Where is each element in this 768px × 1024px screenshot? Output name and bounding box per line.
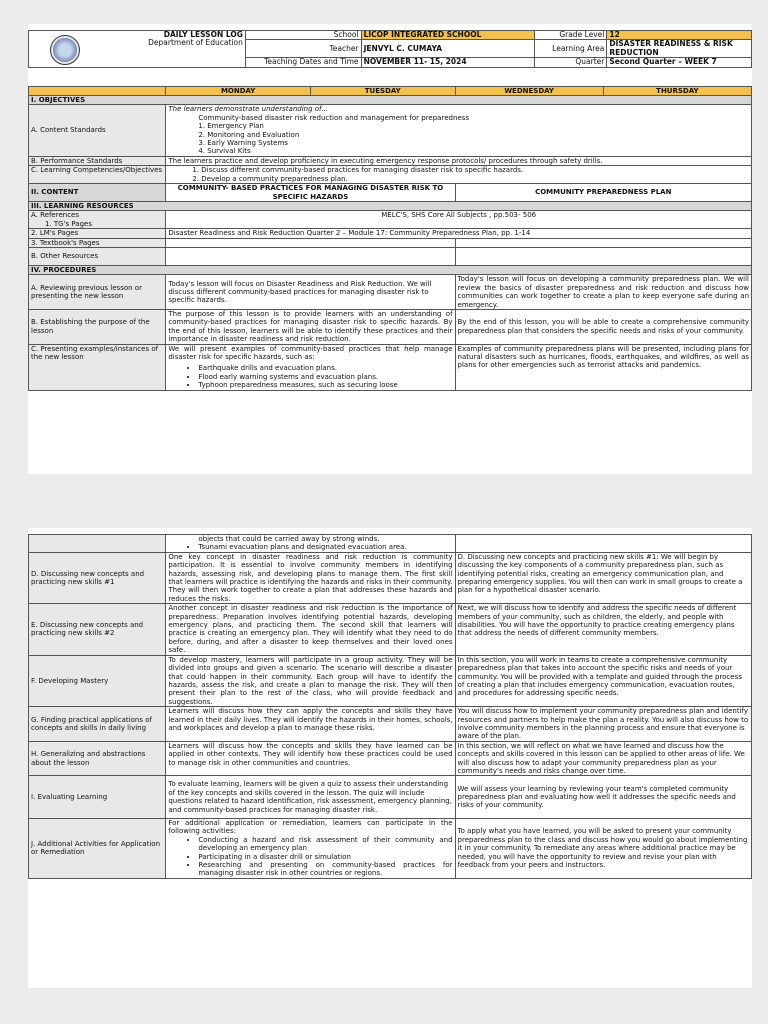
quarter-label: Quarter bbox=[535, 58, 607, 67]
proc-h-right: In this section, we will reflect on what we have learned and discuss how the concepts and skills covered in this lesson can be applied to other areas of life. We will also discuss how to adapt your community preparedness plan as your community's needs and risks change over time. bbox=[455, 741, 751, 776]
proc-g-label: G. Finding practical applications of concepts and skills in daily living bbox=[29, 707, 166, 742]
proc-h-left: Learners will discuss how the concepts and skills they have learned can be applied in other contexts. They will identify how these practices could be used to manage risk in other communities and countries. bbox=[166, 741, 455, 776]
proc-j-label: J. Additional Activities for Application or Remediation bbox=[29, 819, 166, 879]
school-label: School bbox=[245, 31, 361, 40]
proc-e-label: E. Discussing new concepts and practicing new skills #2 bbox=[29, 604, 166, 655]
content-right: COMMUNITY PREPAREDNESS PLAN bbox=[455, 184, 751, 202]
quarter-value: Second Quarter – WEEK 7 bbox=[607, 58, 752, 67]
lesson-table-1 bbox=[28, 86, 752, 391]
proc-d-label: D. Discussing new concepts and practicing new skills #1 bbox=[29, 552, 166, 603]
grade-value: 12 bbox=[607, 31, 752, 40]
proc-i-right: We will assess your learning by reviewing your team's completed community preparedness plan and evaluating how well it addresses the specific needs and risks of your community. bbox=[455, 776, 751, 819]
objectives-title: I. OBJECTIVES bbox=[29, 96, 752, 105]
proc-h-label: H. Generalizing and abstractions about the lesson bbox=[29, 741, 166, 776]
page-1 bbox=[28, 24, 752, 474]
deped-seal-icon bbox=[50, 35, 80, 65]
tg-pages: MELC'S, SHS Core All Subjects , pp.503- 506 bbox=[166, 211, 752, 229]
content-standards-label: A. Content Standards bbox=[29, 105, 166, 156]
dates-label: Teaching Dates and Time bbox=[245, 58, 361, 67]
other-resources-label: B. Other Resources bbox=[29, 247, 166, 265]
content-left: COMMUNITY- BASED PRACTICES FOR MANAGING DISASTER RISK TO SPECIFIC HAZARDS bbox=[166, 184, 455, 202]
proc-c-left: We will present examples of community-based practices that help manage disaster risk for specific hazards, such as: • Earthquake drills and evacuation plans. • Flood early warning systems and evacuation plans. • Typhoon preparedness measures, such as securing loose bbox=[166, 344, 455, 390]
proc-j-left: For additional application or remediation, learners can participate in the following activities: • Conducting a hazard and risk assessment of their community and developing an emergency plan • Participating in a disaster drill or simulation • Researching and presenting on community-based practices for managing disaster risk in other countries or regions. bbox=[166, 819, 455, 879]
proc-g-right: You will discuss how to implement your community preparedness plan and identify resources and partners to help make the plan a reality. You will also discuss how to involve community members in the planning process and ensure that everyone is aware of the plan. bbox=[455, 707, 751, 742]
proc-e-right: Next, we will discuss how to identify and address the specific needs of different members of your community, such as children, the elderly, and people with disabilities. You will have the opportunity to practice creating emergency plans that address the needs of different community members. bbox=[455, 604, 751, 655]
performance-standards: The learners practice and develop proficiency in executing emergency response protocols/ procedures through safety drills. bbox=[166, 156, 752, 165]
proc-a-left: Today's lesson will focus on Disaster Readiness and Risk Reduction. We will discuss different community-based practices for managing disaster risk to specific hazards. bbox=[166, 275, 455, 310]
proc-i-label: I. Evaluating Learning bbox=[29, 776, 166, 819]
area-value: DISASTER READINESS & RISK REDUCTION bbox=[607, 40, 752, 58]
resources-title: III. LEARNING RESOURCES bbox=[29, 201, 752, 210]
school-value: LICOP INTEGRATED SCHOOL bbox=[361, 31, 535, 40]
proc-f-left: To develop mastery, learners will participate in a group activity. They will be divided into groups and given a scenario. The scenario will describe a disaster that could happen in their community. Each group will have to identify the hazards, assess the risk, and create a plan to manage the risk. They will then present their plan to the rest of the class, who will provide feedback and suggestions. bbox=[166, 655, 455, 706]
references-label: A. References bbox=[31, 211, 80, 220]
proc-d-right: D. Discussing new concepts and practicing new skills #1: We will begin by discussing the key components of a community preparedness plan, such as identifying potential risks, creating an emergency communication plan, and preparing emergency supplies. You will then can work in small groups to create a plan for a hypothetical disaster scenario. bbox=[455, 552, 751, 603]
proc-c-right: Examples of community preparedness plans will be presented, including plans for natural disasters such as hurricanes, floods, earthquakes, and wildfires, as well as plans for other emergencies such as terrorist attacks and pandemics. bbox=[455, 344, 751, 390]
teacher-value: JENVYL C. CUMAYA bbox=[361, 40, 535, 58]
lesson-table-2 bbox=[28, 534, 752, 879]
teacher-label: Teacher bbox=[245, 40, 361, 58]
day-tuesday: TUESDAY bbox=[310, 86, 455, 95]
proc-g-left: Learners will discuss how they can apply the concepts and skills they have learned in their daily lives. They will identify the hazards in their homes, schools, and workplaces and develop a plan to manage these risks. bbox=[166, 707, 455, 742]
proc-a-label: A. Reviewing previous lesson or presenting the new lesson bbox=[29, 275, 166, 310]
proc-b-right: By the end of this lesson, you will be able to create a comprehensive community preparedness plan that considers the specific needs and risks of your community. bbox=[455, 309, 751, 344]
tg-label: 1. TG's Pages bbox=[45, 219, 92, 228]
proc-a-right: Today's lesson will focus on developing a community preparedness plan. We will review the basics of disaster preparedness and risk reduction and discuss how communities can work together to create a plan to keep everyone safe during an emergency. bbox=[455, 275, 751, 310]
proc-c-continued: objects that could be carried away by strong winds. • Tsunami evacuation plans and designated evacuation area. bbox=[166, 535, 455, 553]
deped-seal bbox=[29, 31, 101, 68]
proc-i-left: To evaluate learning, learners will be given a quiz to assess their understanding of the key concepts and skills covered in the lesson. The quiz will include questions related to hazard identification, risk assessment, emergency planning, and community-based practices for managing disaster risk. bbox=[166, 776, 455, 819]
lm-label: 2. LM's Pages bbox=[29, 229, 166, 238]
competencies-label: C. Learning Competencies/Objectives bbox=[29, 166, 166, 184]
area-label: Learning Area bbox=[535, 40, 607, 58]
lm-pages: Disaster Readiness and Risk Reduction Quarter 2 – Module 17: Community Preparedness Plan, pp. 1-14 bbox=[166, 229, 752, 238]
proc-b-left: The purpose of this lesson is to provide learners with an understanding of community-based practices for managing disaster risk to specific hazards. By the end of this lesson, learners will be able to identify these practices and their importance in disaster readiness and risk reduction. bbox=[166, 309, 455, 344]
performance-standards-label: B. Performance Standards bbox=[29, 156, 166, 165]
dates-value: NOVEMBER 11- 15, 2024 bbox=[361, 58, 535, 67]
competencies: 1. Discuss different community-based practices for managing disaster risk to specific hazards. 2. Develop a community preparedness plan. bbox=[166, 166, 752, 184]
content-title: II. CONTENT bbox=[29, 184, 166, 202]
content-standards: The learners demonstrate understanding of... Community-based disaster risk reduction and management for preparedness 1. Emergency Plan 2. Monitoring and Evaluation 3. Early Warning Systems 4. Survival Kits bbox=[166, 105, 752, 156]
grade-label: Grade Level bbox=[535, 31, 607, 40]
proc-f-right: In this section, you will work in teams to create a comprehensive community preparedness plan that takes into account the specific risks and needs of your community. You will be provided with a template and guided through the process of creating a plan that includes emergency communication, evacuation routes, and procedures for addressing specific needs. bbox=[455, 655, 751, 706]
proc-b-label: B. Establishing the purpose of the lesson bbox=[29, 309, 166, 344]
page-2 bbox=[28, 528, 752, 988]
proc-f-label: F. Developing Mastery bbox=[29, 655, 166, 706]
procedures-title: IV. PROCEDURES bbox=[29, 265, 752, 274]
day-thursday: THURSDAY bbox=[603, 86, 751, 95]
proc-c-label: C. Presenting examples/instances of the new lesson bbox=[29, 344, 166, 390]
doc-title: DAILY LESSON LOG bbox=[163, 30, 243, 39]
proc-j-right: To apply what you have learned, you will be asked to present your community preparedness plan to the class and discuss how you would go about implementing it in your community. To remediate any areas where additional practice may be needed, you will have the opportunity to review and revise your plan with feedback from your peers and instructors. bbox=[455, 819, 751, 879]
day-monday: MONDAY bbox=[166, 86, 311, 95]
textbook-label: 3. Textbook's Pages bbox=[29, 238, 166, 247]
proc-e-left: Another concept in disaster readiness and risk reduction is the importance of preparedness. Preparation involves identifying potential hazards, developing emergency plans, and practicing them. The second skill that learners will practice is creating an emergency plan. They will identify what they need to do before, during, and after a disaster to keep themselves and their loved ones safe. bbox=[166, 604, 455, 655]
header-table bbox=[28, 30, 752, 68]
proc-d-left: One key concept in disaster readiness and risk reduction is community participation. It is essential to involve community members in identifying hazards, assessing risk, and developing plans to manage them. The first skill that learners will practice is identifying the hazards and risks in their community. They will then work together to create a plan that addresses these hazards and reduces the risks. bbox=[166, 552, 455, 603]
day-wednesday: WEDNESDAY bbox=[455, 86, 603, 95]
department: Department of Education bbox=[148, 38, 243, 48]
